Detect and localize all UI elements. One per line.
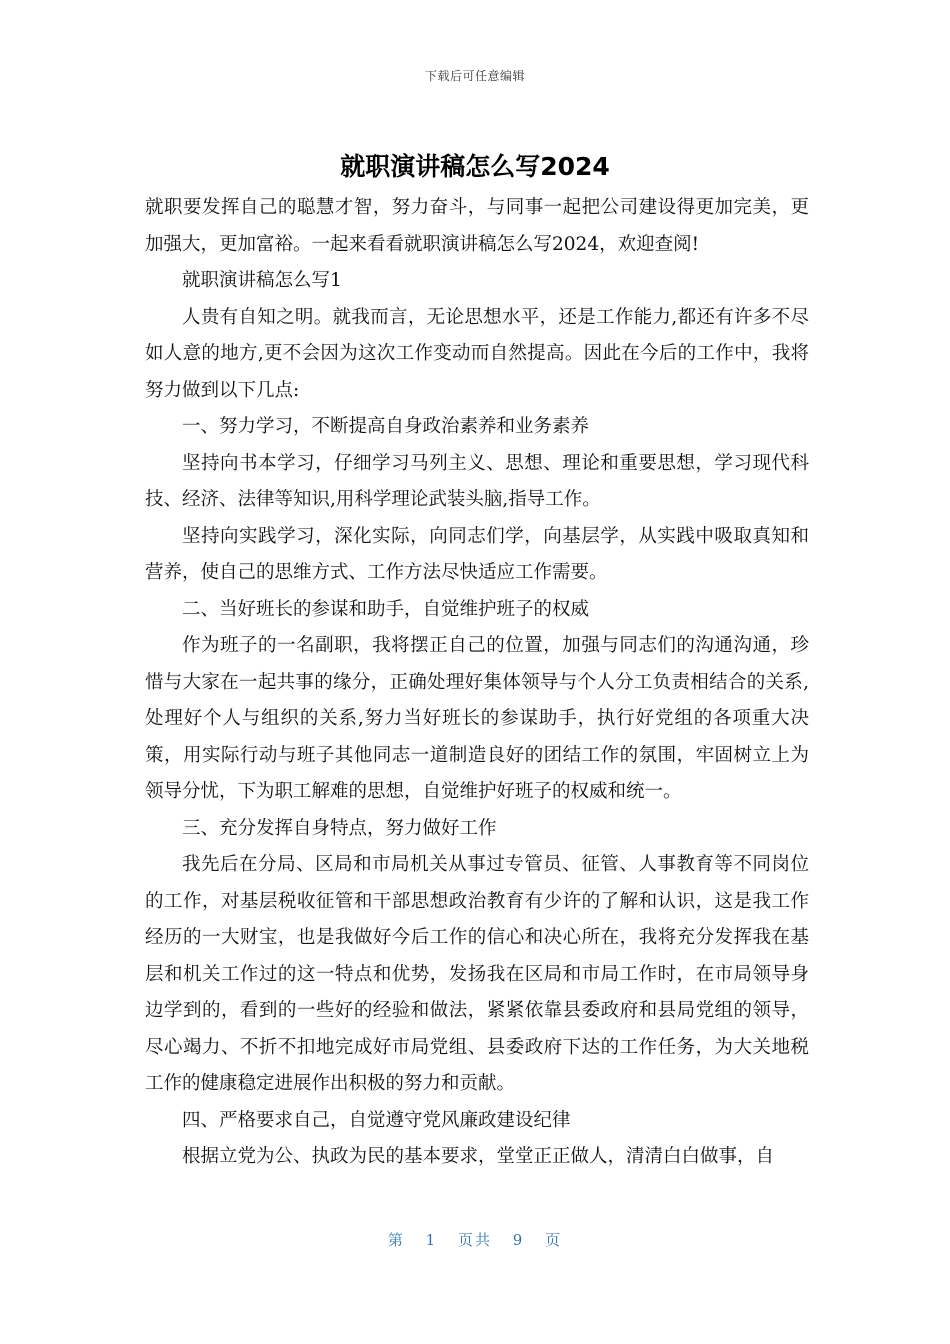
paragraph-intro: 就职要发挥自己的聪慧才智，努力奋斗，与同事一起把公司建设得更加完美，更加强大，更加富裕。一起来看看就职演讲稿怎么写2024，欢迎查阅! xyxy=(145,197,809,255)
paragraph: 坚持向实践学习，深化实际，向同志们学，向基层学，从实践中吸取真知和营养，使自己的思维方式、工作方法尽快适应工作需要。 xyxy=(145,525,809,583)
paragraph: 坚持向书本学习，仔细学习马列主义、思想、理论和重要思想，学习现代科技、经济、法律等知识,用科学理论武装头脑,指导工作。 xyxy=(145,452,809,510)
page-number-footer: 第 1 页共 9 页 xyxy=(387,1231,563,1249)
section-heading: 二、当好班长的参谋和助手，自觉维护班子的权威 xyxy=(182,598,590,620)
section-heading: 一、努力学习，不断提高自身政治素养和业务素养 xyxy=(182,416,590,437)
paragraph: 作为班子的一名副职，我将摆正自己的位置，加强与同志们的沟通沟通，珍惜与大家在一起共事的缘分，正确处理好集体领导与个人分工负责相结合的关系,处理好个人与组织的关系,努力当好班长的参谋助手，执行好党组的各项重大决策，用实际行动与班子其他同志一道制造良好的团结工作的氛围，牢固树立上为领导分忧，下为职工解难的思想，自觉维护好班子的权威和统一。 xyxy=(145,635,809,802)
paragraph: 人贵有自知之明。就我而言，无论思想水平，还是工作能力,都还有许多不尽如人意的地方,更不会因为这次工作变动而自然提高。因此在今后的工作中，我将努力做到以下几点: xyxy=(145,306,809,401)
section-heading: 四、严格要求自己，自觉遵守党风廉政建设纪律 xyxy=(182,1109,571,1131)
document-title: 就职演讲稿怎么写2024 xyxy=(340,152,610,181)
section-heading: 三、充分发挥自身特点，努力做好工作 xyxy=(182,817,497,839)
document-body xyxy=(145,190,809,1176)
paragraph: 根据立党为公、执政为民的基本要求，堂堂正正做人，清清白白做事，自 xyxy=(182,1146,775,1167)
paragraph: 我先后在分局、区局和市局机关从事过专管员、征管、人事教育等不同岗位的工作，对基层税收征管和干部思想政治教育有少许的了解和认识，这是我工作经历的一大财宝，也是我做好今后工作的信心和决心所在，我将充分发挥我在基层和机关工作过的这一特点和优势，发扬我在区局和市局工作时，在市局领导身边学到的，看到的一些好的经验和做法，紧紧依靠县委政府和县局党组的领导，尽心竭力、不折不扣地完成好市局党组、县委政府下达的工作任务，为大关地税工作的健康稳定进展作出积极的努力和贡献。 xyxy=(145,854,809,1094)
paragraph-subtitle: 就职演讲稿怎么写1 xyxy=(182,270,342,291)
header-note: 下载后可任意编辑 xyxy=(424,69,525,83)
